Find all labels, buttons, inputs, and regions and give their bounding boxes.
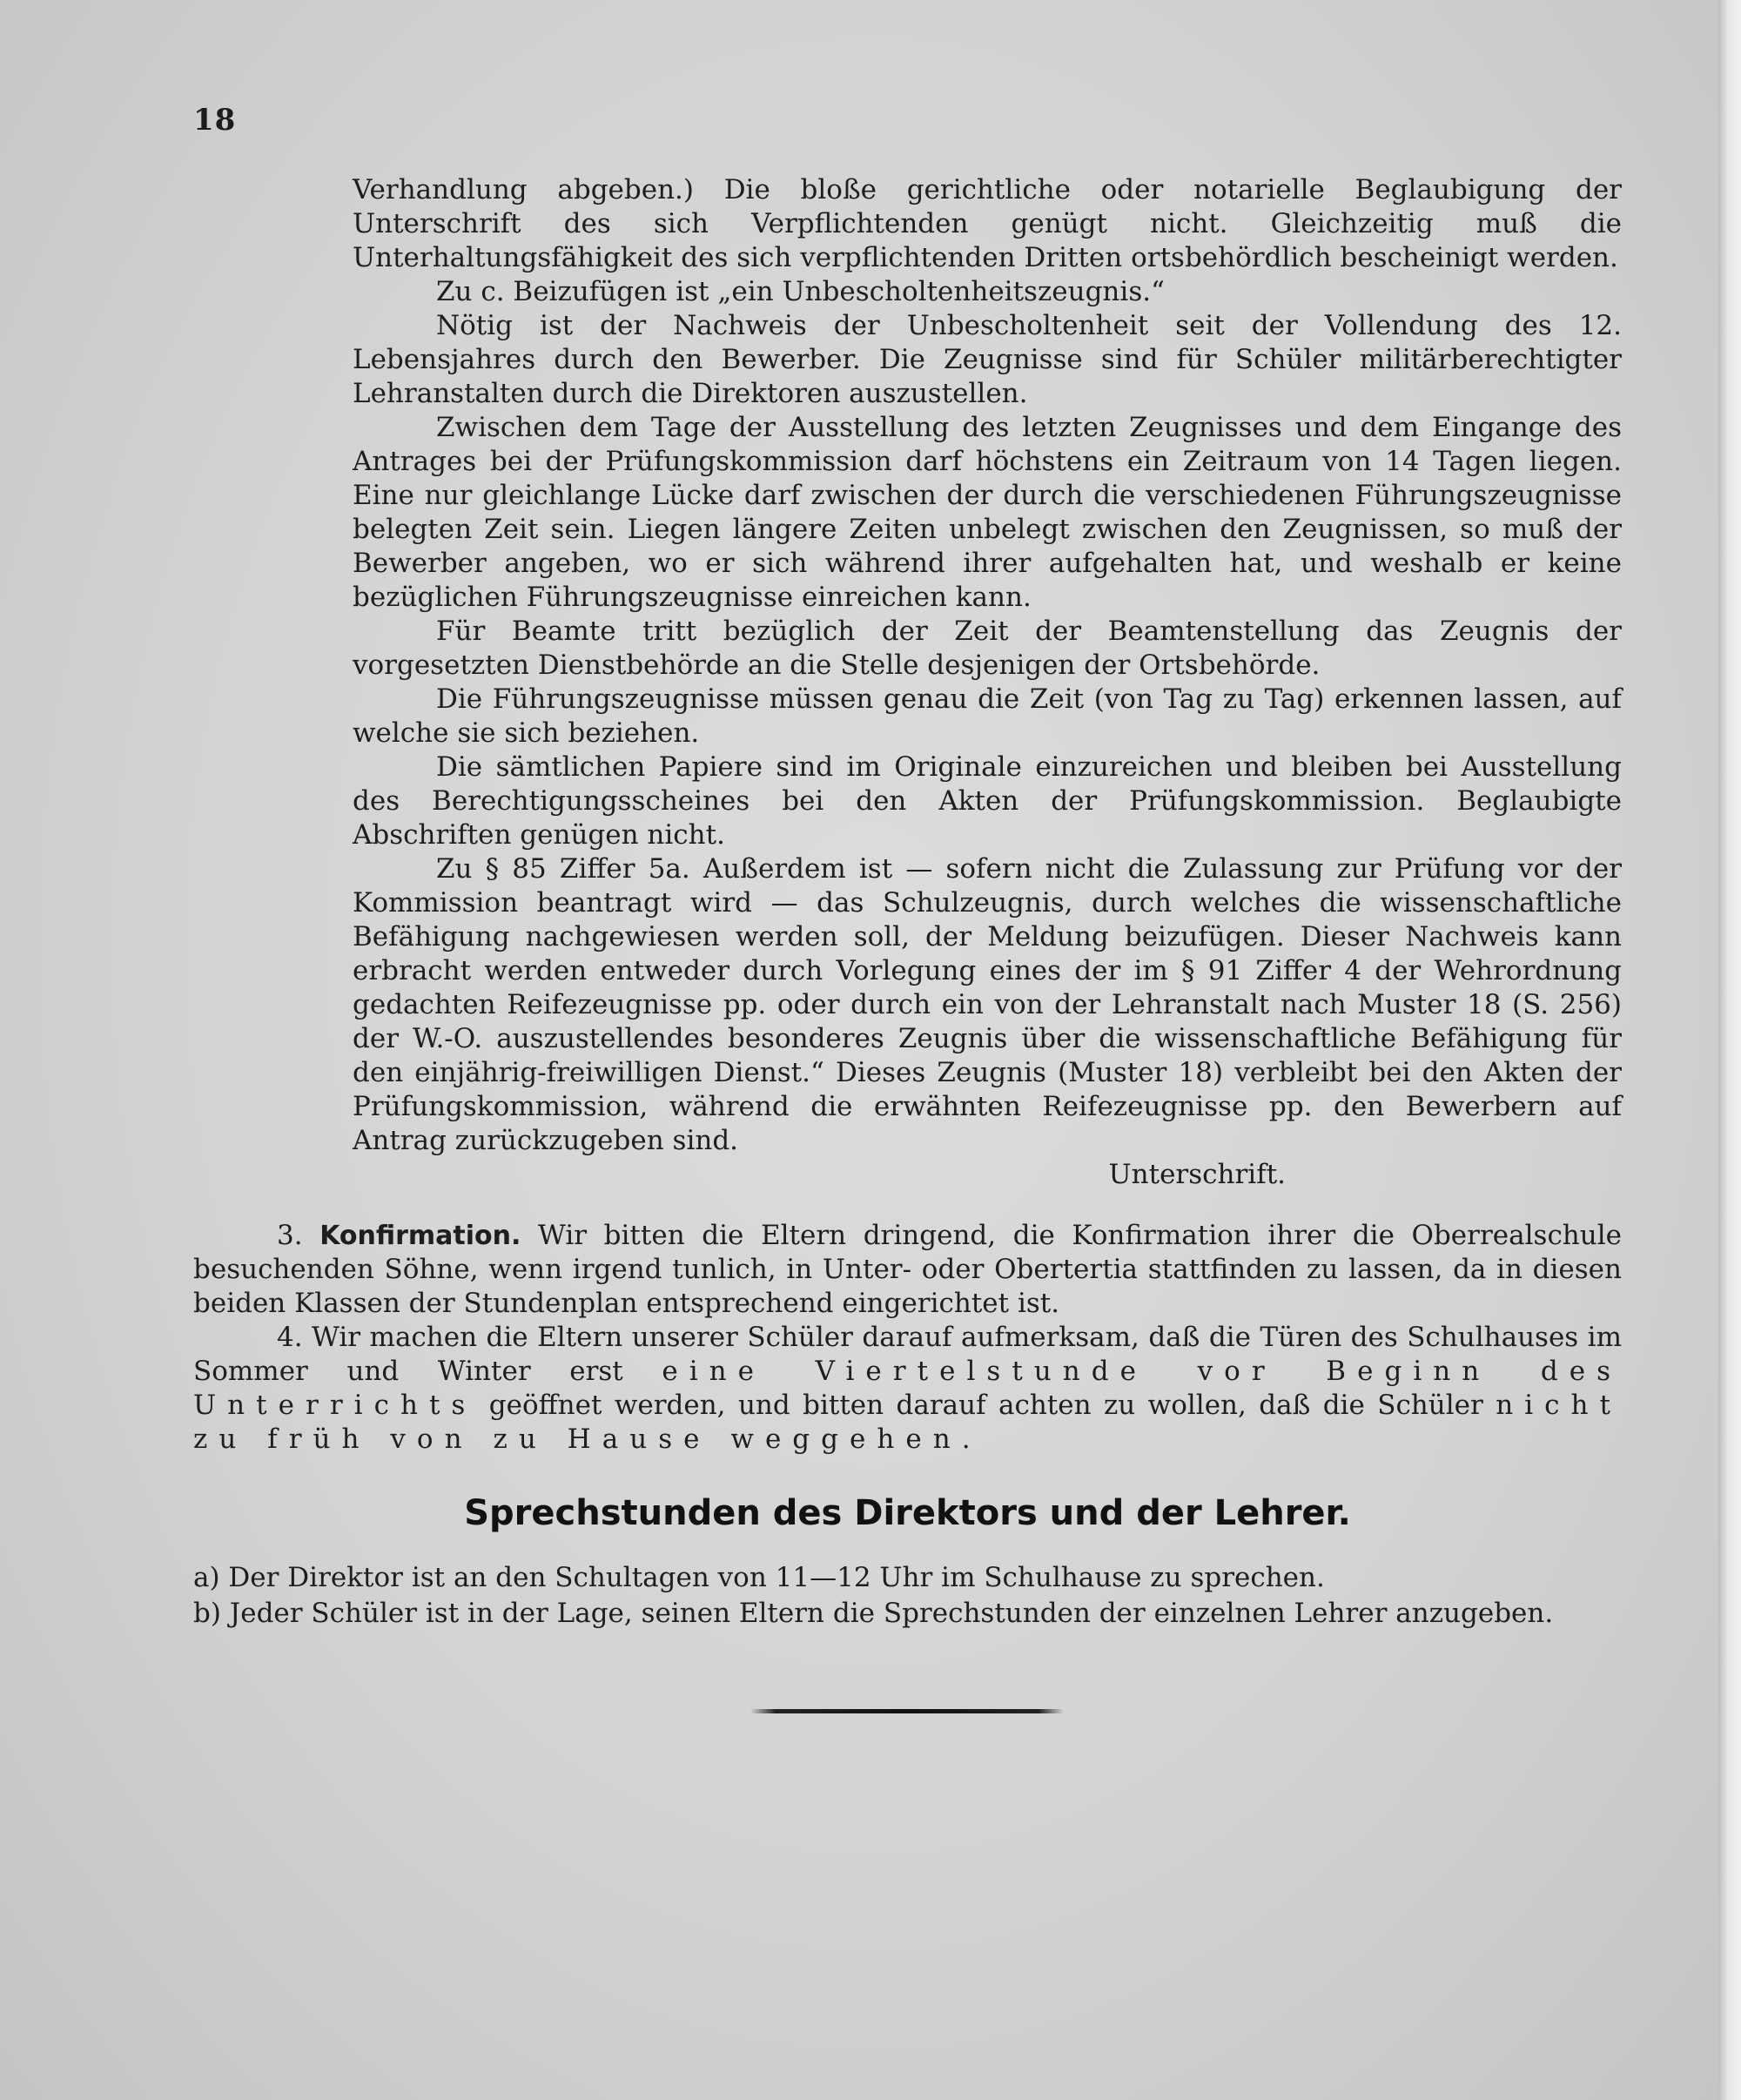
emphasized-text: eine Viertelstunde vor Beginn des Unterrichts — [193, 1356, 1622, 1421]
opening-times-paragraph — [193, 1321, 1622, 1457]
paragraph: Zu § 85 Ziffer 5a. Außerdem ist — sofern nicht die Zulassung zur Prüfung vor der Kommission beantragt wird — das Schulzeugnis, durch welches die wissenschaftliche Befähigung nachgewiesen werden soll, der Meldung beizufügen. Dieser Nachweis kann erbracht werden entweder durch Vorlegung eines der im § 91 Ziffer 4 der Wehrordnung gedachten Reifezeugnisse pp. oder durch ein von der Lehranstalt nach Muster 18 (S. 256) der W.-O. auszustellendes besonderes Zeugnis über die wissenschaftliche Befähigung für den einjährig-freiwilligen Dienst.“ Dieses Zeugnis (Muster 18) verbleibt bei den Akten der Prüfungskommission, während die erwähnten Reifezeugnisse pp. den Bewerbern auf Antrag zurückzugeben sind. — [353, 853, 1622, 1156]
paragraph: Für Beamte tritt bezüglich der Zeit der Beamtenstellung das Zeugnis der vorgesetzten Dienstbehörde an die Stelle desjenigen der Ortsbehörde. — [353, 616, 1622, 681]
paragraph: Zu c. Beizufügen ist „ein Unbescholtenheitszeugnis.“ — [436, 276, 1165, 307]
section-heading: Sprechstunden des Direktors und der Lehrer. — [464, 1493, 1351, 1533]
list-item: b) Jeder Schüler ist in der Lage, seinen Eltern die Sprechstunden der einzelnen Lehrer anzugeben. — [193, 1598, 1554, 1629]
confirmation-paragraph — [193, 1219, 1622, 1321]
regulations-text — [353, 173, 1622, 1192]
office-hours-list — [193, 1560, 1622, 1632]
paragraph: Zwischen dem Tage der Ausstellung des letzten Zeugnisses und dem Eingange des Antrages bei der Prüfungskommission darf höchstens ein Zeitraum von 14 Tagen liegen. Eine nur gleichlange Lücke darf zwischen der durch die verschiedenen Führungszeugnisse belegten Zeit sein. Liegen längere Zeiten unbelegt zwischen den Zeugnissen, so muß der Bewerber angeben, wo er sich während ihrer aufgehalten hat, und weshalb er keine bezüglichen Führungszeugnisse einreichen kann. — [353, 412, 1622, 613]
paragraph: Nötig ist der Nachweis der Unbescholtenheit seit der Vollendung des 12. Lebensjahres durch den Bewerber. Die Zeugnisse sind für Schüler militärberechtigter Lehranstalten durch die Direktoren auszustellen. — [353, 310, 1622, 409]
end-rule — [750, 1709, 1064, 1713]
list-item: a) Der Direktor ist an den Schultagen von 11—12 Uhr im Schulhause zu sprechen. — [193, 1562, 1325, 1593]
emphasized-text: nicht zu früh von zu Hause weggehen. — [193, 1390, 1622, 1455]
item-text: 4. Wir machen die Eltern unserer Schüler darauf aufmerksam, daß die Türen des Schulhauses im Sommer und Winter erst — [193, 1322, 1622, 1387]
item-text: Wir bitten die Eltern dringend, die Konfirmation ihrer die Oberrealschule besuchenden Söhne, wenn irgend tunlich, in Unter- oder Obertertia stattfinden zu lassen, da in diesen beiden Klassen der Stundenplan entsprechend eingerichtet ist. — [193, 1220, 1622, 1319]
page-edge — [1718, 0, 1741, 2100]
paragraph: Verhandlung abgeben.) Die bloße gerichtliche oder notarielle Beglaubigung der Unterschrift des sich Verpflichtenden genügt nicht. Gleichzeitig muß die Unterhaltungsfähigkeit des sich verpflichtenden Dritten ortsbehördlich bescheinigt werden. — [353, 174, 1622, 273]
signature-label: Unterschrift. — [1108, 1159, 1286, 1190]
item-title: Konfirmation. — [319, 1221, 521, 1251]
item-text: geöffnet werden, und bitten darauf achten zu wollen, daß die Schüler — [488, 1390, 1483, 1421]
paragraph: Die sämtlichen Papiere sind im Originale einzureichen und bleiben bei Ausstellung des Berechtigungsscheines bei den Akten der Prüfungskommission. Beglaubigte Abschriften genügen nicht. — [353, 751, 1622, 851]
notices-text — [193, 1219, 1622, 1457]
paragraph: Die Führungszeugnisse müssen genau die Zeit (von Tag zu Tag) erkennen lassen, auf welche sie sich beziehen. — [353, 683, 1622, 749]
page-number: 18 — [193, 103, 237, 138]
item-number: 3. — [277, 1220, 303, 1251]
